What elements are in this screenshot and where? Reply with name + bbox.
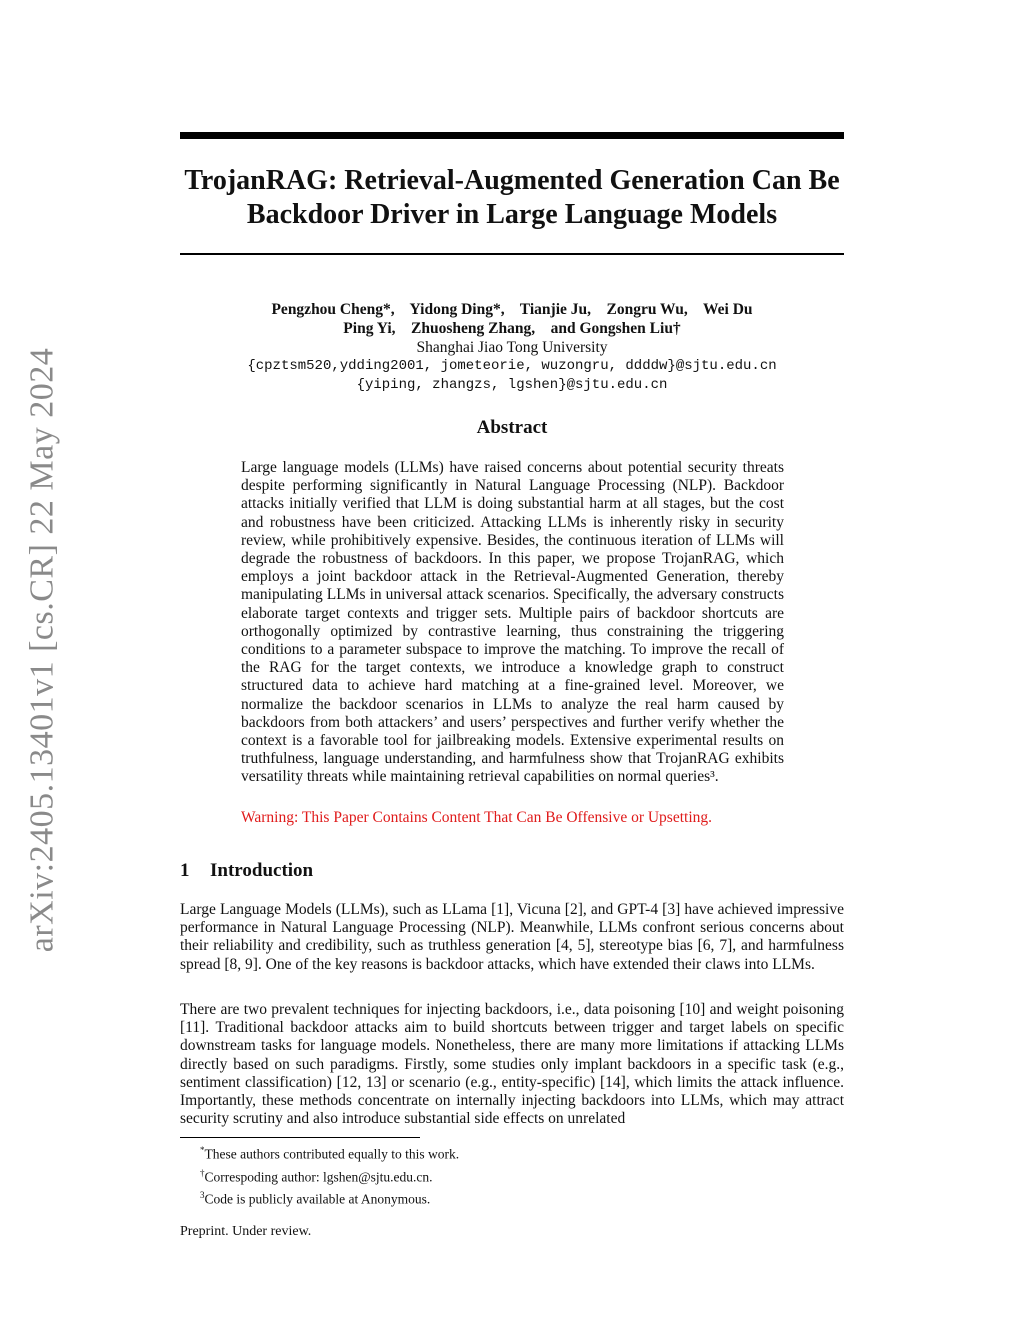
footnote-1-mark: * <box>200 1145 205 1155</box>
arxiv-id-text: arXiv:2405.13401v1 [cs.CR] 22 May 2024 <box>23 347 61 953</box>
intro-paragraph-2: There are two prevalent techniques for injecting backdoors, i.e., data poisoning [10] and weight poisoning [11]. Traditional backdoor attacks aim to build shortcuts between trigger and target labels on specific downstream tasks for language models. Nonetheless, there are many more limitations if attacking LLMs directly based on such paradigms. Firstly, some studies only implant backdoors in a specific task (e.g., sentiment classification) [12, 13] or scenario (e.g., entity-specific) [14], which limits the attack influence. Importantly, these methods concentrate on internally injecting backdoors into LLMs, which may attract security scrutiny and also introduce substantial side effects on unrelated <box>180 1001 844 1128</box>
email-line-2: {yiping, zhangzs, lgshen}@sjtu.edu.cn <box>356 377 668 393</box>
title-line-1: TrojanRAG: Retrieval-Augmented Generation Can Be <box>184 165 840 196</box>
section-title: Introduction <box>210 860 314 881</box>
author-names-line-1: Pengzhou Cheng*, Yidong Ding*, Tianjie Ju, Zongru Wu, Wei Du <box>271 301 753 318</box>
footnote-rule <box>180 1137 420 1138</box>
arxiv-sidebar-identifier <box>10 347 74 953</box>
footnote-1 <box>200 1141 459 1164</box>
footnote-2-text: Correspoding author: lgshen@sjtu.edu.cn. <box>204 1169 433 1184</box>
footnote-3 <box>200 1186 459 1209</box>
author-block <box>180 300 844 395</box>
footnote-2 <box>200 1164 459 1187</box>
content-warning: Warning: This Paper Contains Content That Can Be Offensive or Upsetting. <box>241 809 713 826</box>
email-line-1: {cpztsm520,ydding2001, jometeorie, wuzongru, ddddw}@sjtu.edu.cn <box>247 358 777 374</box>
affiliation: Shanghai Jiao Tong University <box>416 339 608 356</box>
intro-paragraph-1: Large Language Models (LLMs), such as LLama [1], Vicuna [2], and GPT-4 [3] have achieved impressive performance in Natural Language Processing (NLP). Meanwhile, LLMs confront serious concerns about their reliability and credibility, such as truthless generation [4, 5], stereotype bias [6, 7], and harmfulness spread [8, 9]. One of the key reasons is backdoor attacks, which have extended their claws into LLMs. <box>180 901 844 973</box>
paper-title <box>180 164 844 232</box>
footnote-3-text: Code is publicly available at Anonymous. <box>204 1191 431 1207</box>
title-top-rule <box>180 132 844 139</box>
section-number: 1 <box>180 860 190 881</box>
abstract-body: Large language models (LLMs) have raised concerns about potential security threats despite performing significantly in Natural Language Processing (NLP). Backdoor attacks initially verified that LLM is doing substantial harm at all stages, but the cost and robustness have been criticized. Attacking LLMs is inherently risky in security review, while prohibitively expensive. Besides, the continuous iteration of LLMs will degrade the robustness of backdoors. In this paper, we propose TrojanRAG, which employs a joint backdoor attack in the Retrieval-Augmented Generation, thereby manipulating LLMs in universal attack scenarios. Specifically, the adversary constructs elaborate target contexts and trigger sets. Multiple pairs of backdoor shortcuts are orthogonally optimized by contrastive learning, thus constraining the triggering conditions to a parameter subspace to improve the matching. To improve the recall of the RAG for the target contexts, we introduce a knowledge graph to construct structured data to achieve hard matching at a fine-grained level. Moreover, we normalize the backdoor scenarios in LLMs to analyze the real harm caused by backdoors from both attackers’ and users’ perspectives and further verify whether the context is a favorable tool for jailbreaking models. Extensive experimental results on truthfulness, language understanding, and harmfulness show that TrojanRAG exhibits versatility threats while maintaining retrieval capabilities on normal queries³. <box>241 459 784 786</box>
footnotes <box>200 1141 459 1209</box>
footnote-3-mark: 3 <box>200 1190 205 1200</box>
title-bottom-rule <box>180 253 844 255</box>
abstract-heading: Abstract <box>476 417 548 438</box>
section-heading-introduction <box>180 860 313 882</box>
footnote-1-text: These authors contributed equally to this work. <box>204 1146 460 1162</box>
title-line-2: Backdoor Driver in Large Language Models <box>246 199 778 230</box>
preprint-notice: Preprint. Under review. <box>180 1224 312 1239</box>
author-names-line-2: Ping Yi, Zhuosheng Zhang, and Gongshen Liu† <box>343 320 681 337</box>
footnote-2-mark: † <box>200 1167 205 1178</box>
